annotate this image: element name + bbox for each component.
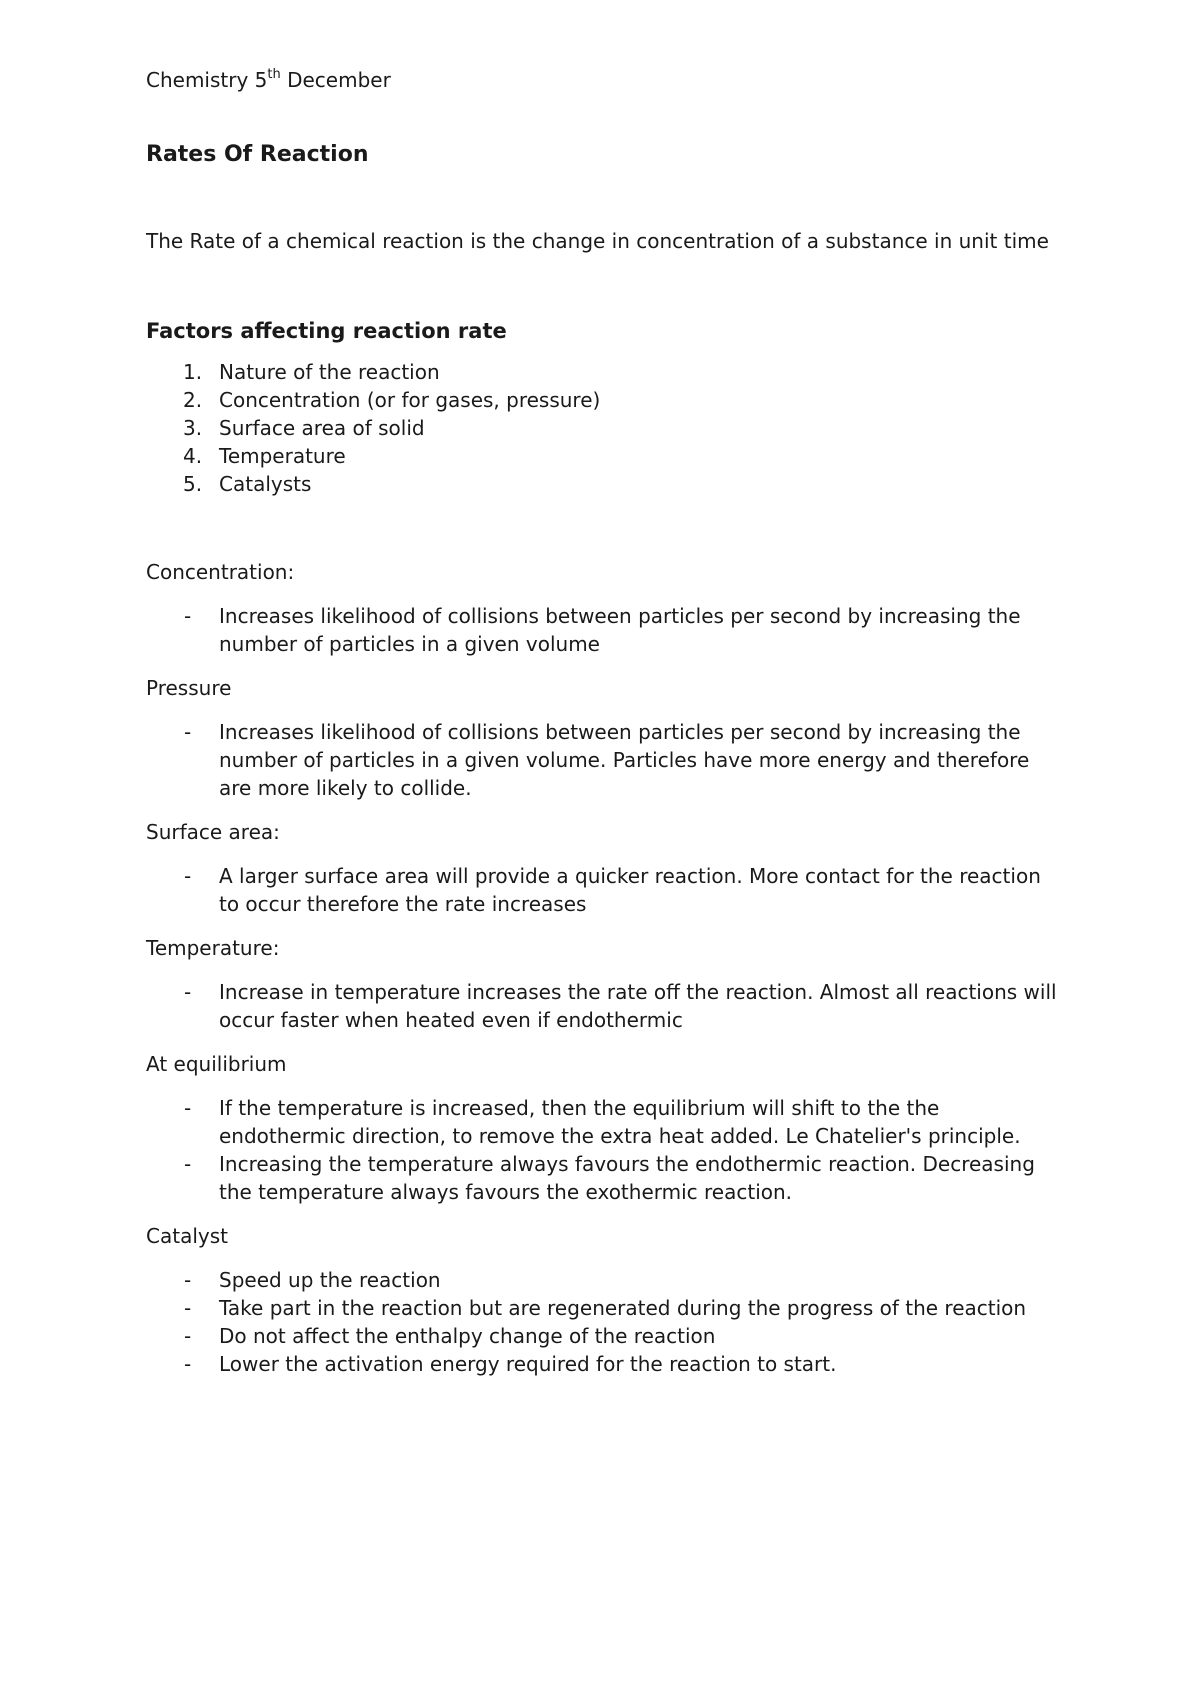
list-item-text: Surface area of solid: [219, 416, 425, 440]
bullet-dash: -: [184, 720, 192, 744]
list-item-text: Nature of the reaction: [219, 360, 440, 384]
bullet-dash: -: [184, 864, 192, 888]
list-number: 2.: [183, 388, 203, 412]
bullet-dash: -: [184, 1352, 192, 1376]
bullet-dash: -: [184, 1296, 192, 1320]
list-item: [146, 358, 1066, 386]
bullet-text: Lower the activation energy required for the reaction to start.: [219, 1352, 837, 1376]
list-item: [146, 386, 1066, 414]
bullet-dash: -: [184, 980, 192, 1004]
list-item-text: Catalysts: [219, 472, 312, 496]
bullet-text: Do not affect the enthalpy change of the reaction: [219, 1324, 716, 1348]
bullet-item: [146, 1294, 1066, 1322]
document-page: [146, 66, 1066, 1394]
list-number: 3.: [183, 416, 203, 440]
bullet-item: [146, 978, 1066, 1034]
bullet-text: Increasing the temperature always favours the endothermic reaction. Decreasing the temperature always favours the exothermic reaction.: [219, 1152, 1035, 1204]
notes-sections: [146, 558, 1066, 1378]
bullet-text: Increase in temperature increases the rate off the reaction. Almost all reactions will occur faster when heated even if endothermic: [219, 980, 1057, 1032]
bullet-list-surface-area: [146, 862, 1066, 918]
list-item: [146, 414, 1066, 442]
bullet-text: Increases likelihood of collisions between particles per second by increasing the number of particles in a given volume: [219, 604, 1021, 656]
bullet-dash: -: [184, 1268, 192, 1292]
list-number: 1.: [183, 360, 203, 384]
bullet-dash: -: [184, 1152, 192, 1176]
list-item: [146, 470, 1066, 498]
bullet-item: [146, 718, 1066, 802]
list-number: 5.: [183, 472, 203, 496]
bullet-item: [146, 1322, 1066, 1350]
list-number: 4.: [183, 444, 203, 468]
date-prefix: Chemistry 5: [146, 68, 268, 92]
factors-list: [146, 358, 1066, 498]
bullet-dash: -: [184, 1324, 192, 1348]
bullet-text: Increases likelihood of collisions between particles per second by increasing the number of particles in a given volume. Particles have more energy and therefore are more likely to collide.: [219, 720, 1030, 800]
document-title: Rates Of Reaction: [146, 142, 369, 167]
section-label-concentration: Concentration:: [146, 560, 295, 584]
bullet-list-temperature: [146, 978, 1066, 1034]
section-label-pressure: Pressure: [146, 676, 232, 700]
bullet-list-concentration: [146, 602, 1066, 658]
section-label-surface-area: Surface area:: [146, 820, 280, 844]
section-label-equilibrium: At equilibrium: [146, 1052, 287, 1076]
bullet-list-catalyst: [146, 1266, 1066, 1378]
section-label-temperature: Temperature:: [146, 936, 280, 960]
bullet-list-equilibrium: [146, 1094, 1066, 1206]
bullet-item: [146, 602, 1066, 658]
bullet-item: [146, 1150, 1066, 1206]
bullet-text: If the temperature is increased, then the equilibrium will shift to the the endothermic direction, to remove the extra heat added. Le Chatelier's principle.: [219, 1096, 1021, 1148]
date-line: [146, 66, 1066, 94]
section-label-catalyst: Catalyst: [146, 1224, 228, 1248]
bullet-item: [146, 862, 1066, 918]
bullet-item: [146, 1094, 1066, 1150]
list-item: [146, 442, 1066, 470]
bullet-text: A larger surface area will provide a quicker reaction. More contact for the reaction to occur therefore the rate increases: [219, 864, 1041, 916]
bullet-dash: -: [184, 604, 192, 628]
intro-paragraph: The Rate of a chemical reaction is the change in concentration of a substance in unit time: [146, 229, 1049, 253]
bullet-item: [146, 1350, 1066, 1378]
date-superscript: th: [267, 67, 281, 83]
date-suffix: December: [280, 68, 391, 92]
bullet-dash: -: [184, 1096, 192, 1120]
list-item-text: Concentration (or for gases, pressure): [219, 388, 601, 412]
bullet-item: [146, 1266, 1066, 1294]
bullet-text: Speed up the reaction: [219, 1268, 441, 1292]
factors-heading: Factors affecting reaction rate: [146, 319, 507, 343]
bullet-text: Take part in the reaction but are regenerated during the progress of the reaction: [219, 1296, 1027, 1320]
bullet-list-pressure: [146, 718, 1066, 802]
list-item-text: Temperature: [219, 444, 346, 468]
